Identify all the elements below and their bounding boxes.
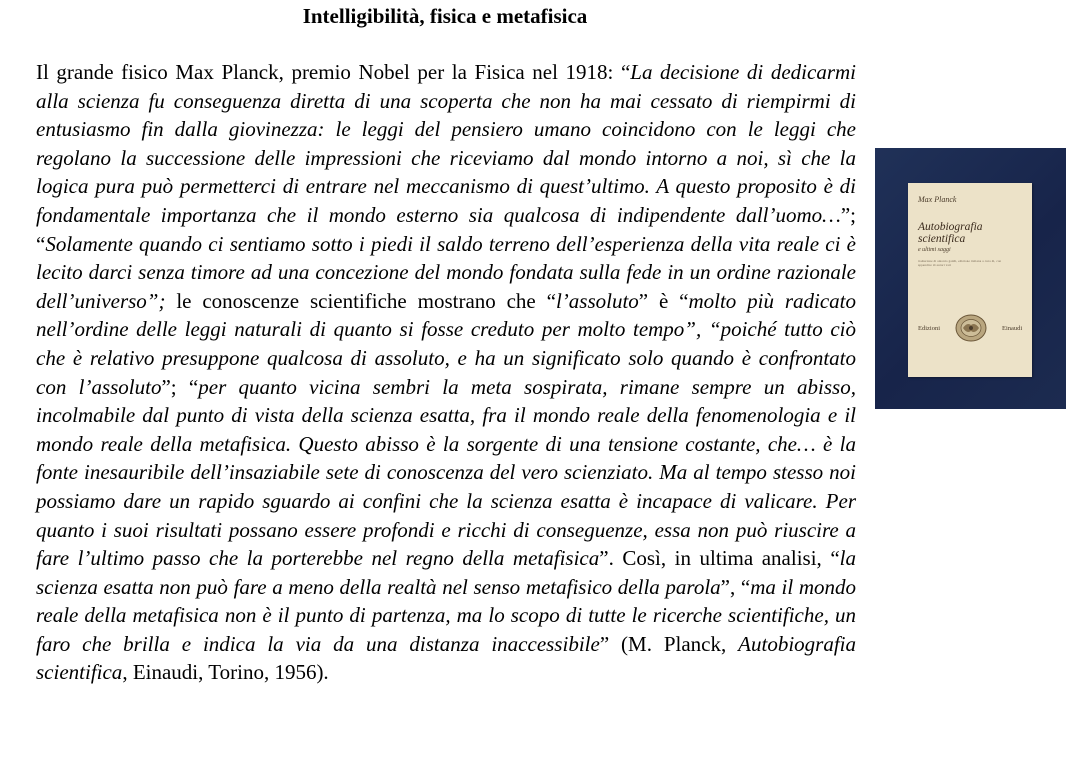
- quote-text-segment: le conoscenze scientifiche mostrano che “: [165, 288, 556, 313]
- book-fineprint: traduzione di antonio gaddi, edizione italiana a cura di, con appendice di autori vari: [918, 259, 1002, 267]
- publisher-emblem-icon: [954, 313, 988, 343]
- book-cover: [908, 183, 1032, 377]
- quote-text-segment: ” è “: [638, 288, 689, 313]
- quote-text-segment: ”; “: [161, 374, 199, 399]
- quote-text-segment: ”, “: [720, 574, 751, 599]
- quote-text-segment: Il grande fisico Max Planck, premio Nobel per la Fisica nel 1918: “: [36, 60, 631, 84]
- quote-text-segment: ”; “: [36, 202, 856, 256]
- quote-text-segment: ” (M. Planck,: [599, 631, 739, 656]
- quote-text-segment: , Einaudi, Torino, 1956).: [122, 660, 329, 685]
- quote-italic-segment: molto più radicato nell’ordine delle leggi naturali di quanto si fosse creduto per molto tempo”, “poiché tutto ciò che è relativo presuppone qualcosa di assoluto, e ha un significato solo quando è confrontato con l’assoluto: [36, 288, 856, 399]
- quote-italic-segment: l’assoluto: [555, 288, 639, 313]
- quote-paragraph: [36, 58, 856, 687]
- book-title: Autobiografia scientifica: [918, 221, 983, 245]
- quote-italic-segment: per quanto vicina sembri la meta sospirata, rimane sempre un abisso, incolmabile dal punto di vista della scienza esatta, fra il mondo reale della fenomenologia e il mondo reale della metafisica. Questo abisso è la sorgente di una tensione costante, che… è la fonte inesauribile dell’insaziabile sete di conoscenza del vero scienziato. Ma al tempo stesso noi possiamo dare un rapido sguardo ai confini che la scienza esatta è incapace di valicare. Per quanto i suoi risultati possano essere profondi e ricchi di conseguenze, essa non può riuscire a fare l’ultimo passo che la porterebbe nel regno della metafisica: [36, 374, 856, 571]
- book-publisher-right: Einaudi: [1002, 325, 1023, 332]
- quote-text-segment: ”. Così, in ultima analisi, “: [599, 546, 840, 571]
- quote-italic-segment: Solamente quando ci sentiamo sotto i piedi il saldo terreno dell’esperienza della vita reale ci è lecito darci senza timore ad una concezione del mondo fondata sulla fede in un ordine razionale dell’universo”;: [36, 231, 856, 313]
- book-author: Max Planck: [918, 195, 957, 204]
- quote-italic-segment: ma il mondo reale della metafisica non è il punto di partenza, ma lo scopo di tutte le ricerche scientifiche, un faro che brilla e indica la via da una distanza inaccessibile: [36, 574, 856, 656]
- page-title: Intelligibilità, fisica e metafisica: [302, 4, 588, 28]
- quote-italic-segment: La decisione di dedicarmi alla scienza fu conseguenza diretta di una scoperta che non ha mai cessato di riempirmi di entusiasmo fin dalla giovinezza: le leggi del pensiero umano coincidono con le leggi che regolano la successione delle impressioni che riceviamo dal mondo intorno a noi, sì che la logica pura può permetterci di entrare nel meccanismo di quest’ultimo. A questo proposito è di fondamentale importanza che il mondo esterno sia qualcosa di indipendente dall’uomo…: [36, 60, 857, 227]
- book-publisher-left: Edizioni: [918, 325, 941, 332]
- quote-italic-segment: Autobiografia scientifica: [36, 631, 856, 685]
- book-subtitle: e ultimi saggi: [918, 247, 951, 253]
- quote-italic-segment: la scienza esatta non può fare a meno della realtà nel senso metafisico della parola: [36, 546, 856, 599]
- book-cover-image: [875, 148, 1066, 409]
